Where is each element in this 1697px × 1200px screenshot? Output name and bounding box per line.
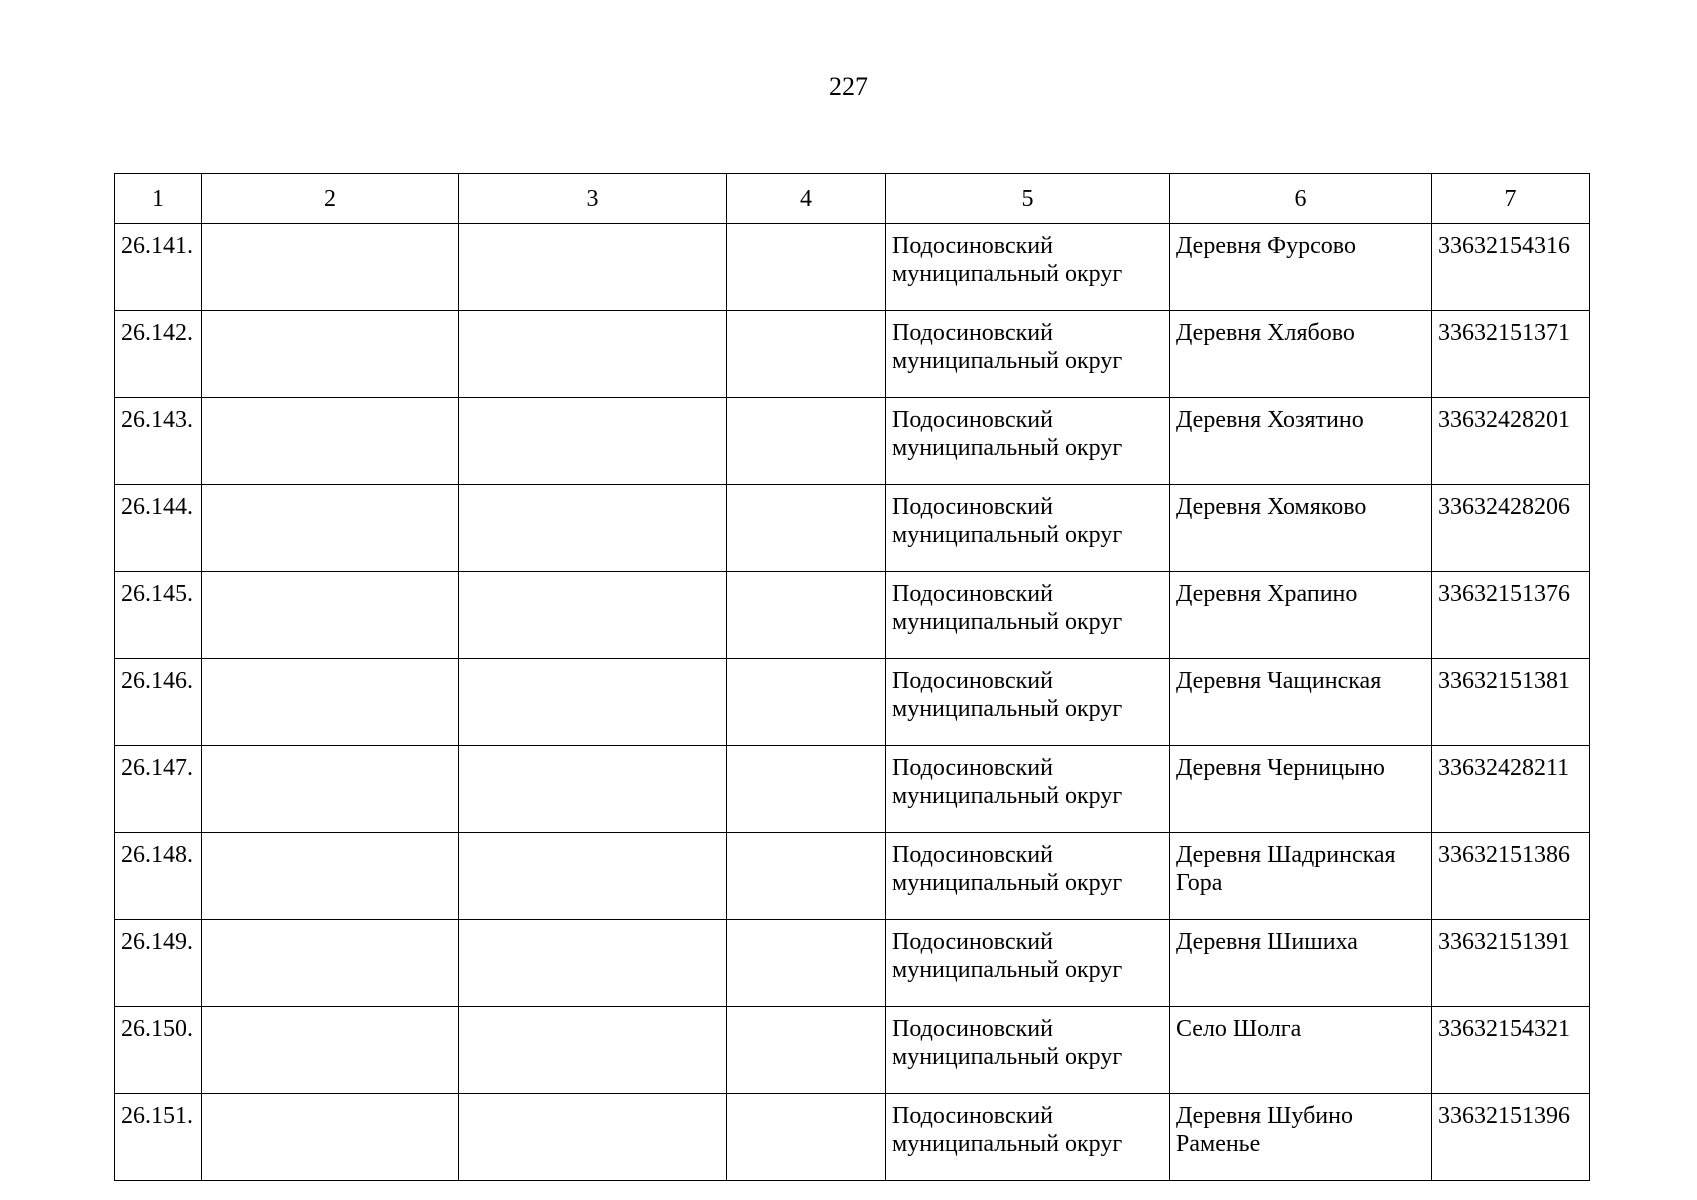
column-header: 2 xyxy=(202,174,459,224)
table-row xyxy=(115,485,1590,572)
table-row xyxy=(115,659,1590,746)
column-3-cell xyxy=(459,1094,727,1181)
settlement-cell: Деревня Хомяково xyxy=(1170,485,1432,572)
code-cell: 33632151386 xyxy=(1432,833,1590,920)
column-header: 5 xyxy=(886,174,1170,224)
district-cell: Подосиновский муниципальный округ xyxy=(886,224,1170,311)
code-cell: 33632154321 xyxy=(1432,1007,1590,1094)
settlement-cell: Деревня Шишиха xyxy=(1170,920,1432,1007)
row-number-cell: 26.143. xyxy=(115,398,202,485)
table-row xyxy=(115,311,1590,398)
table-row xyxy=(115,224,1590,311)
settlement-cell: Деревня Шубино Раменье xyxy=(1170,1094,1432,1181)
column-2-cell xyxy=(202,1094,459,1181)
table-body xyxy=(115,224,1590,1181)
column-4-cell xyxy=(727,485,886,572)
column-2-cell xyxy=(202,920,459,1007)
column-3-cell xyxy=(459,485,727,572)
settlement-cell: Деревня Фурсово xyxy=(1170,224,1432,311)
page-number: 227 xyxy=(829,72,868,101)
table-row xyxy=(115,1094,1590,1181)
column-4-cell xyxy=(727,746,886,833)
column-2-cell xyxy=(202,311,459,398)
column-header: 1 xyxy=(115,174,202,224)
column-2-cell xyxy=(202,659,459,746)
code-cell: 33632151396 xyxy=(1432,1094,1590,1181)
row-number-cell: 26.151. xyxy=(115,1094,202,1181)
row-number-cell: 26.147. xyxy=(115,746,202,833)
column-2-cell xyxy=(202,833,459,920)
column-2-cell xyxy=(202,224,459,311)
row-number-cell: 26.149. xyxy=(115,920,202,1007)
settlement-cell: Деревня Хозятино xyxy=(1170,398,1432,485)
row-number-cell: 26.141. xyxy=(115,224,202,311)
code-cell: 33632151381 xyxy=(1432,659,1590,746)
district-cell: Подосиновский муниципальный округ xyxy=(886,1094,1170,1181)
settlement-cell: Деревня Шадринская Гора xyxy=(1170,833,1432,920)
district-cell: Подосиновский муниципальный округ xyxy=(886,659,1170,746)
settlement-cell: Деревня Черницыно xyxy=(1170,746,1432,833)
district-cell: Подосиновский муниципальный округ xyxy=(886,398,1170,485)
code-cell: 33632428201 xyxy=(1432,398,1590,485)
column-2-cell xyxy=(202,746,459,833)
row-number-cell: 26.148. xyxy=(115,833,202,920)
column-3-cell xyxy=(459,572,727,659)
column-4-cell xyxy=(727,1007,886,1094)
column-header: 6 xyxy=(1170,174,1432,224)
header-row xyxy=(115,174,1590,224)
table-row xyxy=(115,833,1590,920)
table-row xyxy=(115,746,1590,833)
column-3-cell xyxy=(459,224,727,311)
district-cell: Подосиновский муниципальный округ xyxy=(886,311,1170,398)
column-header: 3 xyxy=(459,174,727,224)
column-4-cell xyxy=(727,833,886,920)
code-cell: 33632151376 xyxy=(1432,572,1590,659)
column-2-cell xyxy=(202,572,459,659)
column-3-cell xyxy=(459,398,727,485)
settlement-cell: Деревня Храпино xyxy=(1170,572,1432,659)
column-header: 4 xyxy=(727,174,886,224)
column-4-cell xyxy=(727,398,886,485)
table-row xyxy=(115,920,1590,1007)
district-cell: Подосиновский муниципальный округ xyxy=(886,746,1170,833)
code-cell: 33632151371 xyxy=(1432,311,1590,398)
column-3-cell xyxy=(459,1007,727,1094)
district-cell: Подосиновский муниципальный округ xyxy=(886,572,1170,659)
district-cell: Подосиновский муниципальный округ xyxy=(886,485,1170,572)
district-cell: Подосиновский муниципальный округ xyxy=(886,1007,1170,1094)
column-header: 7 xyxy=(1432,174,1590,224)
row-number-cell: 26.144. xyxy=(115,485,202,572)
column-4-cell xyxy=(727,572,886,659)
settlement-cell: Деревня Хлябово xyxy=(1170,311,1432,398)
column-2-cell xyxy=(202,1007,459,1094)
column-4-cell xyxy=(727,659,886,746)
row-number-cell: 26.142. xyxy=(115,311,202,398)
code-cell: 33632428206 xyxy=(1432,485,1590,572)
column-2-cell xyxy=(202,398,459,485)
code-cell: 33632428211 xyxy=(1432,746,1590,833)
column-3-cell xyxy=(459,920,727,1007)
settlement-cell: Село Шолга xyxy=(1170,1007,1432,1094)
settlements-table xyxy=(114,173,1590,1181)
row-number-cell: 26.150. xyxy=(115,1007,202,1094)
column-4-cell xyxy=(727,1094,886,1181)
table-row xyxy=(115,1007,1590,1094)
column-4-cell xyxy=(727,224,886,311)
column-4-cell xyxy=(727,311,886,398)
code-cell: 33632154316 xyxy=(1432,224,1590,311)
district-cell: Подосиновский муниципальный округ xyxy=(886,833,1170,920)
settlement-cell: Деревня Чащинская xyxy=(1170,659,1432,746)
row-number-cell: 26.145. xyxy=(115,572,202,659)
column-3-cell xyxy=(459,311,727,398)
column-4-cell xyxy=(727,920,886,1007)
column-3-cell xyxy=(459,659,727,746)
row-number-cell: 26.146. xyxy=(115,659,202,746)
table-row xyxy=(115,398,1590,485)
column-3-cell xyxy=(459,833,727,920)
table-header xyxy=(115,174,1590,224)
code-cell: 33632151391 xyxy=(1432,920,1590,1007)
district-cell: Подосиновский муниципальный округ xyxy=(886,920,1170,1007)
table-row xyxy=(115,572,1590,659)
column-3-cell xyxy=(459,746,727,833)
column-2-cell xyxy=(202,485,459,572)
